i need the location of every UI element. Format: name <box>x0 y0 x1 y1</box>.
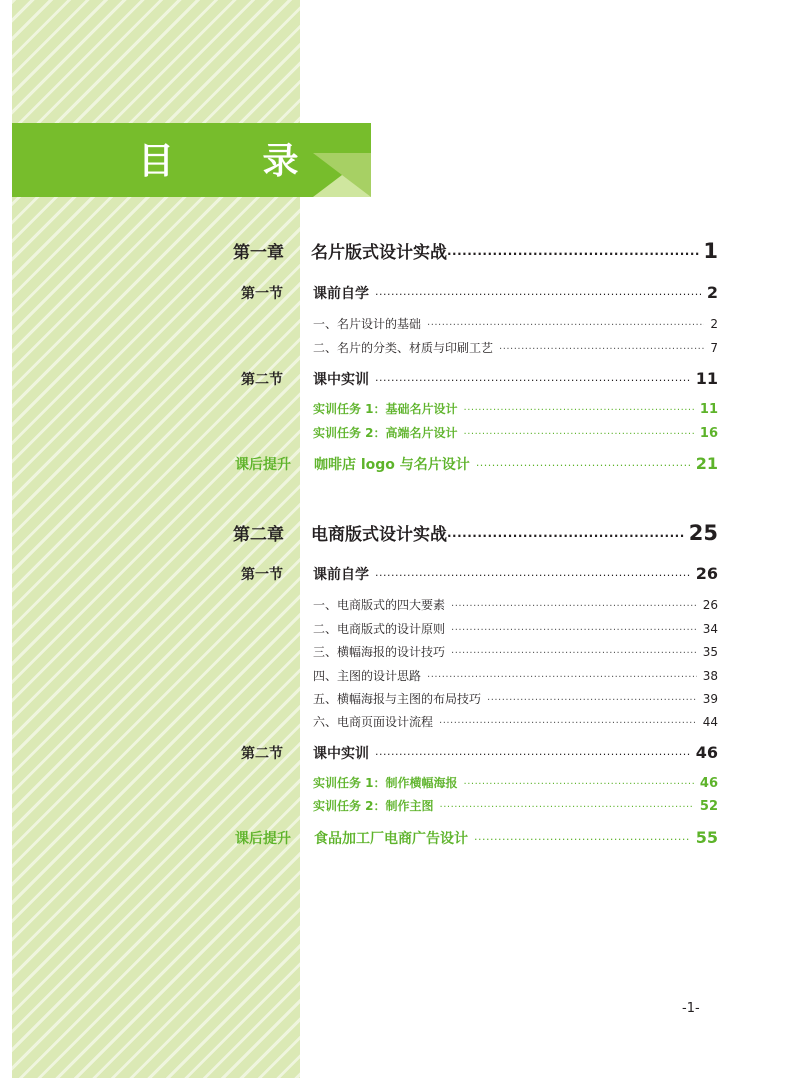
toc-item[interactable] <box>313 596 718 613</box>
item-page: 2 <box>710 317 718 331</box>
page-title: 目 录 <box>138 141 337 182</box>
section-label: 第二节 <box>241 372 283 388</box>
leader-dots <box>375 748 690 761</box>
section-page: 46 <box>695 743 718 762</box>
toc-section[interactable] <box>241 743 718 763</box>
section-title: 课前自学 <box>313 567 369 583</box>
leader-dots <box>447 247 699 261</box>
chapter-label: 第一章 <box>233 243 284 263</box>
post-title: 咖啡店 logo 与名片设计 <box>314 457 470 473</box>
chapter-title: 电商版式设计实战 <box>311 525 447 545</box>
item-title: 四、主图的设计思路 <box>313 669 422 683</box>
section-label: 第二节 <box>241 746 283 762</box>
leader-dots <box>474 833 690 846</box>
section-page: 26 <box>695 564 718 583</box>
leader-dots <box>427 672 697 683</box>
toc-section[interactable] <box>241 283 718 303</box>
toc-chapter-1[interactable] <box>233 238 718 263</box>
leader-dots <box>464 429 694 440</box>
toc-item[interactable] <box>313 713 718 730</box>
section-label: 第一节 <box>241 286 283 302</box>
chapter-label: 第二章 <box>233 525 284 545</box>
toc-item[interactable] <box>313 339 718 356</box>
leader-dots <box>375 288 701 301</box>
item-title: 二、名片的分类、材质与印刷工艺 <box>313 341 494 355</box>
item-page: 35 <box>702 645 718 659</box>
toc-section[interactable] <box>241 564 718 584</box>
leader-dots <box>375 569 690 582</box>
toc-item[interactable] <box>313 690 718 707</box>
post-page: 55 <box>695 828 718 847</box>
leader-dots <box>447 529 685 543</box>
chapter-page: 25 <box>688 521 718 545</box>
item-title: 二、电商版式的设计原则 <box>313 622 446 636</box>
post-page: 21 <box>695 454 718 473</box>
toc-chapter-2[interactable] <box>233 520 718 545</box>
leader-dots <box>499 344 704 355</box>
item-title: 一、电商版式的四大要素 <box>313 598 446 612</box>
post-label: 课后提升 <box>235 831 291 847</box>
toc-item[interactable] <box>313 643 718 660</box>
toc-item[interactable] <box>313 620 718 637</box>
leader-dots <box>427 320 704 331</box>
task-page: 16 <box>699 426 718 441</box>
toc-task[interactable] <box>313 797 718 814</box>
task-title: 实训任务 2：高端名片设计 <box>313 426 458 440</box>
task-page: 11 <box>699 402 718 417</box>
page-number: -1- <box>682 1001 700 1016</box>
toc-post-study[interactable] <box>235 454 718 474</box>
chapter-title: 名片版式设计实战 <box>311 243 447 263</box>
leader-dots <box>464 779 694 790</box>
leader-dots <box>440 802 694 813</box>
item-page: 26 <box>702 598 718 612</box>
item-page: 34 <box>702 622 718 636</box>
task-title: 实训任务 1：制作横幅海报 <box>313 776 458 790</box>
leader-dots <box>487 695 697 706</box>
item-title: 六、电商页面设计流程 <box>313 715 434 729</box>
leader-dots <box>476 459 690 472</box>
section-title: 课中实训 <box>313 372 369 388</box>
toc-section[interactable] <box>241 369 718 389</box>
leader-dots <box>464 405 694 416</box>
toc-post-study[interactable] <box>235 828 718 848</box>
leader-dots <box>451 648 697 659</box>
toc-task[interactable] <box>313 424 718 441</box>
task-title: 实训任务 1：基础名片设计 <box>313 402 458 416</box>
chapter-page: 1 <box>703 239 718 263</box>
item-title: 五、横幅海报与主图的布局技巧 <box>313 692 482 706</box>
item-page: 7 <box>710 341 718 355</box>
item-page: 44 <box>702 715 718 729</box>
leader-dots <box>451 625 697 636</box>
item-page: 38 <box>702 669 718 683</box>
toc-item[interactable] <box>313 667 718 684</box>
task-page: 52 <box>699 799 718 814</box>
item-title: 一、名片设计的基础 <box>313 317 422 331</box>
item-title: 三、横幅海报的设计技巧 <box>313 645 446 659</box>
toc-task[interactable] <box>313 400 718 417</box>
leader-dots <box>375 374 690 387</box>
section-label: 第一节 <box>241 567 283 583</box>
leader-dots <box>451 601 697 612</box>
section-title: 课前自学 <box>313 286 369 302</box>
leader-dots <box>439 718 697 729</box>
task-title: 实训任务 2：制作主图 <box>313 799 434 813</box>
section-page: 11 <box>695 369 718 388</box>
section-title: 课中实训 <box>313 746 369 762</box>
task-page: 46 <box>699 776 718 791</box>
item-page: 39 <box>702 692 718 706</box>
post-title: 食品加工厂电商广告设计 <box>314 831 468 847</box>
post-label: 课后提升 <box>235 457 291 473</box>
section-page: 2 <box>706 283 718 302</box>
toc-task[interactable] <box>313 774 718 791</box>
toc-item[interactable] <box>313 315 718 332</box>
